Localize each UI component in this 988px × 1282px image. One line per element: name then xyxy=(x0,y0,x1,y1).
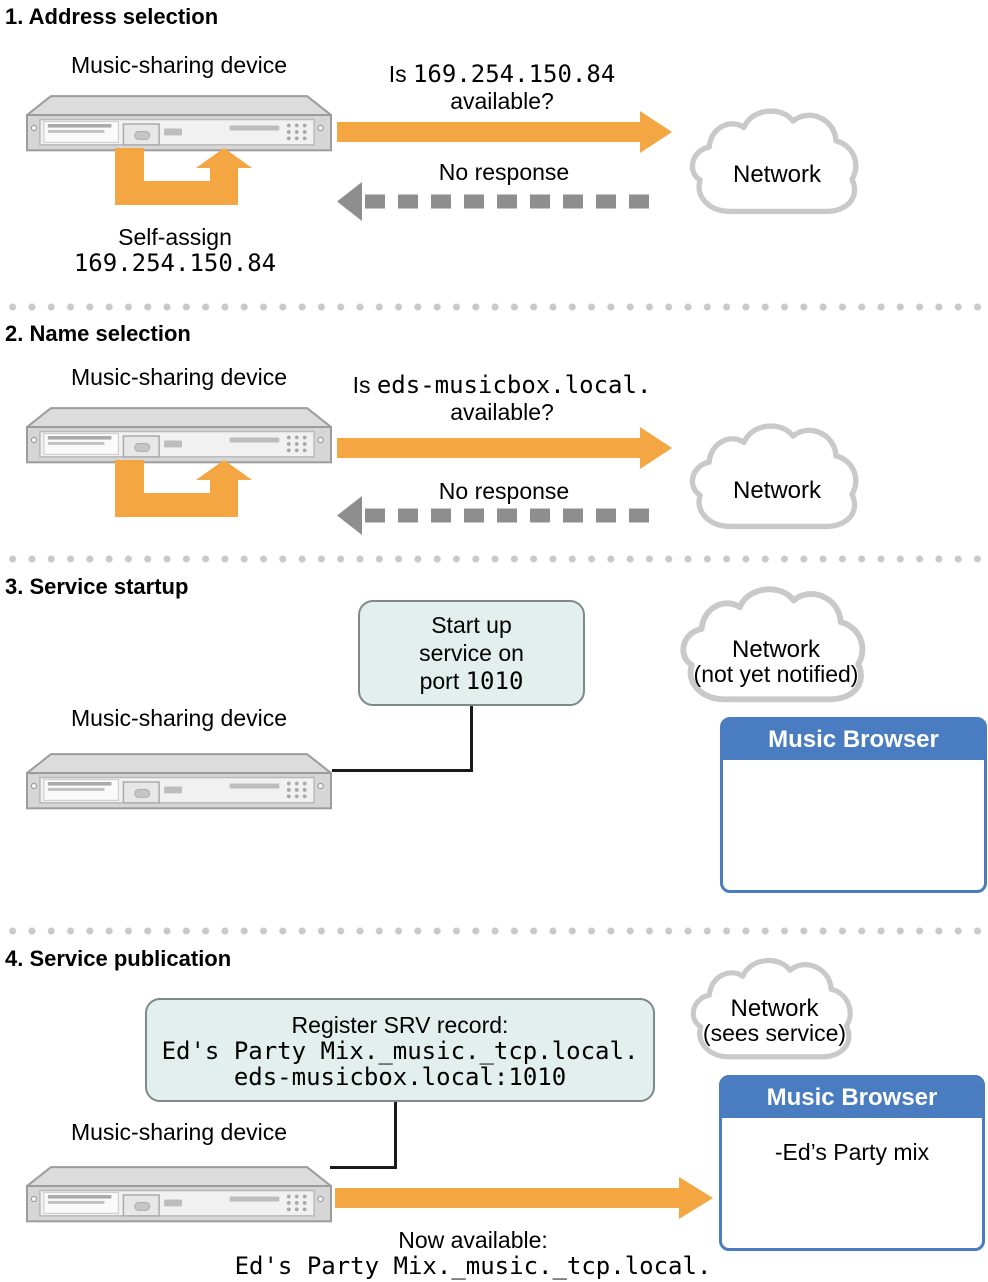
music-browser-window-4 xyxy=(719,1075,985,1251)
cloud-line1: Network xyxy=(731,636,821,663)
query-arrow-1 xyxy=(337,111,672,153)
query-line2: available? xyxy=(450,88,554,114)
srv-line1: Register SRV record: xyxy=(291,1012,509,1038)
network-cloud-label-4 xyxy=(682,996,867,1046)
music-sharing-device-icon-1 xyxy=(25,94,333,152)
no-response-label-1: No response xyxy=(438,159,570,185)
music-browser-window-3 xyxy=(720,717,987,893)
cloud-line2: (not yet notified) xyxy=(693,661,859,687)
device-label-2: Music-sharing device xyxy=(70,364,288,390)
callout-line3 xyxy=(360,667,583,695)
cloud-line2: (sees service) xyxy=(702,1020,847,1046)
no-response-label-2: No response xyxy=(438,478,570,504)
query-arrow-2 xyxy=(337,427,672,469)
no-response-dashed-arrow-1 xyxy=(337,182,660,221)
section-1-title: 1. Address selection xyxy=(5,4,219,29)
callout-connector-vertical-3 xyxy=(470,706,473,771)
callout-line1: Start up xyxy=(431,612,512,638)
callout-connector-horizontal-4 xyxy=(330,1166,397,1169)
cloud-line1: Network xyxy=(730,995,819,1022)
self-assign-label: Self-assign xyxy=(118,224,232,250)
music-browser-list-item: -Ed’s Party mix xyxy=(774,1139,930,1165)
callout-line2: service on xyxy=(419,640,524,666)
query-text-2 xyxy=(352,372,652,426)
srv-record-callout-box xyxy=(145,998,655,1102)
query-line2: available? xyxy=(450,399,554,425)
no-response-dashed-arrow-2 xyxy=(337,496,660,535)
self-assign-address: 169.254.150.84 xyxy=(73,249,277,277)
network-cloud-label-3 xyxy=(671,637,881,687)
network-cloud-label-1: Network xyxy=(732,161,822,188)
query-address: 169.254.150.84 xyxy=(412,60,616,88)
separator-2 xyxy=(0,555,988,563)
self-assign-loop-arrow-2 xyxy=(115,460,252,517)
query-line1 xyxy=(352,61,652,88)
srv-line3: eds-musicbox.local:1010 xyxy=(233,1063,567,1091)
startup-callout-box xyxy=(358,600,585,706)
music-sharing-device-icon-3 xyxy=(25,752,333,810)
section-2-title: 2. Name selection xyxy=(5,321,191,346)
query-text-1 xyxy=(352,61,652,115)
now-available-caption xyxy=(223,1228,723,1279)
separator-1 xyxy=(0,303,988,311)
srv-line2: Ed's Party Mix._music._tcp.local. xyxy=(161,1037,639,1065)
separator-3 xyxy=(0,927,988,935)
callout-connector-horizontal-3 xyxy=(332,769,473,772)
callout-connector-vertical-4 xyxy=(394,1102,397,1169)
device-label-3: Music-sharing device xyxy=(70,705,288,731)
self-assign-loop-arrow-1 xyxy=(115,148,252,205)
music-browser-titlebar-3: Music Browser xyxy=(723,720,984,760)
port-number: 1010 xyxy=(465,667,524,695)
music-browser-titlebar-4: Music Browser xyxy=(722,1078,982,1118)
device-label-4: Music-sharing device xyxy=(70,1119,288,1145)
section-3-title: 3. Service startup xyxy=(5,574,189,599)
self-assign-caption xyxy=(55,224,295,276)
network-cloud-label-2: Network xyxy=(732,477,822,504)
query-hostname: eds-musicbox.local. xyxy=(376,371,652,399)
section-4-title: 4. Service publication xyxy=(5,946,232,971)
now-available-service-name: Ed's Party Mix._music._tcp.local. xyxy=(234,1252,712,1280)
music-sharing-device-icon-4 xyxy=(25,1165,333,1223)
now-available-arrow xyxy=(335,1177,713,1219)
query-prefix: Is xyxy=(352,372,377,398)
query-line1 xyxy=(352,372,652,399)
music-sharing-device-icon-2 xyxy=(25,406,333,464)
query-prefix: Is xyxy=(388,61,413,87)
now-available-label: Now available: xyxy=(398,1227,548,1253)
network-cloud-icon-2 xyxy=(682,413,872,538)
port-prefix: port xyxy=(419,668,466,694)
device-label-1: Music-sharing device xyxy=(70,52,288,78)
